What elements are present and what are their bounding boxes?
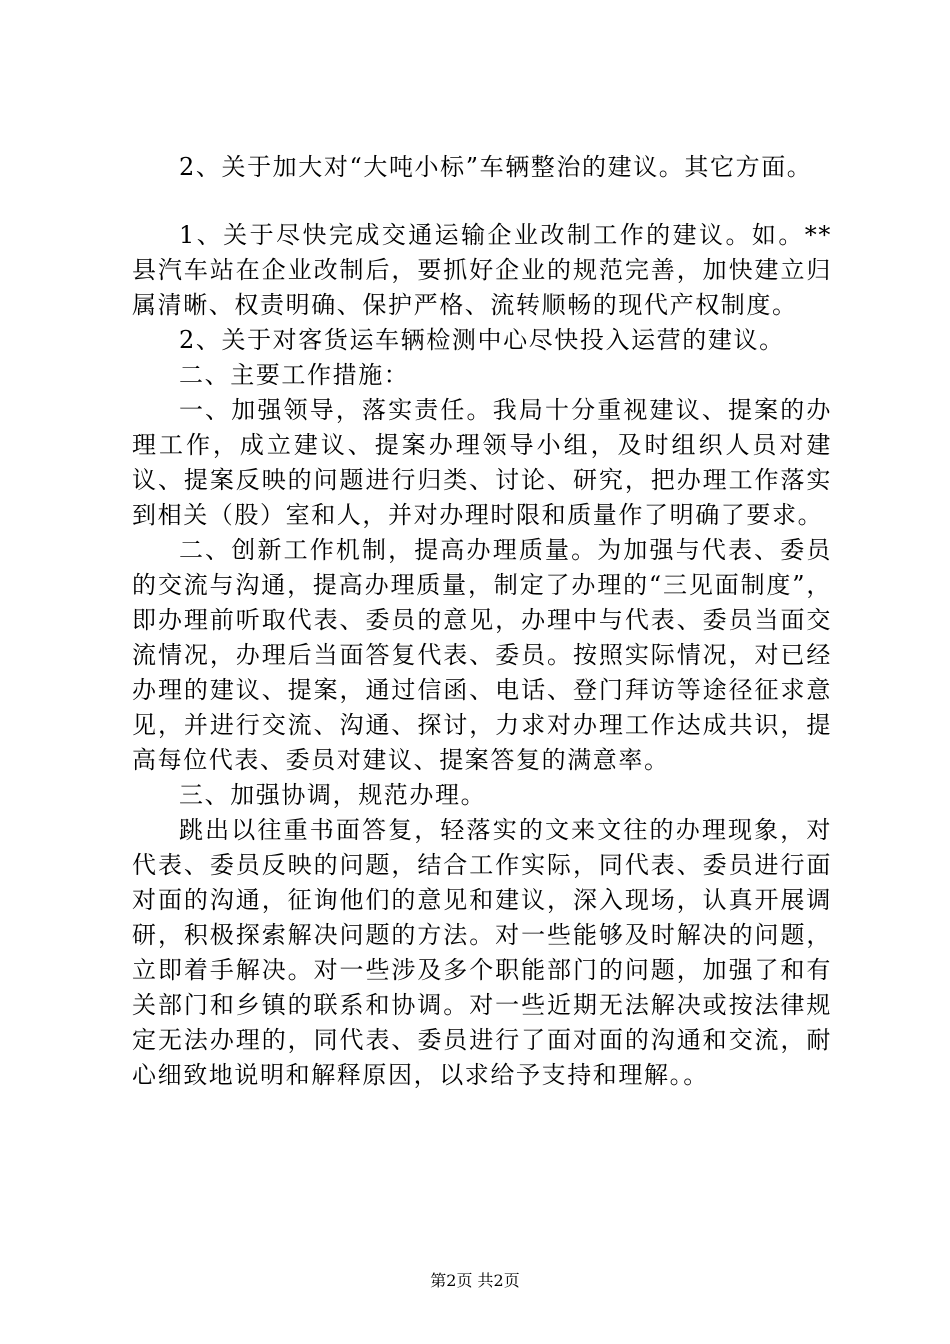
paragraph-4: 二、主要工作措施： xyxy=(179,361,410,389)
document-body xyxy=(132,150,832,1093)
paragraph-8: 跳出以往重书面答复，轻落实的文来文往的办理现象，对代表、委员反映的问题，结合工作实际，同代表、委员进行面对面的沟通，征询他们的意见和建议，深入现场，认真开展调研，积极探索解决问题的方法。对一些能够及时解决的问题，立即着手解决。对一些涉及多个职能部门的问题，加强了和有关部门和乡镇的联系和协调。对一些近期无法解决或按法律规定无法办理的，同代表、委员进行了面对面的沟通和交流，耐心细致地说明和解释原因，以求给予支持和理解。。 xyxy=(132,816,832,1089)
paragraph-3: 2、关于对客货运车辆检测中心尽快投入运营的建议。 xyxy=(179,326,785,354)
paragraph-5: 一、加强领导，落实责任。我局十分重视建议、提案的办理工作，成立建议、提案办理领导小组，及时组织人员对建议、提案反映的问题进行归类、讨论、研究，把办理工作落实到相关（股）室和人，并对办理时限和质量作了明确了要求。 xyxy=(132,396,832,529)
paragraph-1: 2、关于加大对“大吨小标”车辆整治的建议。其它方面。 xyxy=(179,153,813,181)
paragraph-6: 二、创新工作机制，提高办理质量。为加强与代表、委员的交流与沟通，提高办理质量，制定了办理的“三见面制度”，即办理前听取代表、委员的意见，办理中与代表、委员当面交流情况，办理后当面答复代表、委员。按照实际情况，对已经办理的建议、提案，通过信函、电话、登门拜访等途径征求意见，并进行交流、沟通、探讨，力求对办理工作达成共识，提高每位代表、委员对建议、提案答复的满意率。 xyxy=(132,536,832,774)
page-footer xyxy=(0,1270,950,1292)
page-number-label: 第2页 共2页 xyxy=(430,1271,520,1290)
paragraph-7: 三、加强协调，规范办理。 xyxy=(179,781,487,809)
paragraph-2: 1、关于尽快完成交通运输企业改制工作的建议。如。**县汽车站在企业改制后，要抓好企业的规范完善，加快建立归属清晰、权责明确、保护严格、流转顺畅的现代产权制度。 xyxy=(132,221,832,319)
